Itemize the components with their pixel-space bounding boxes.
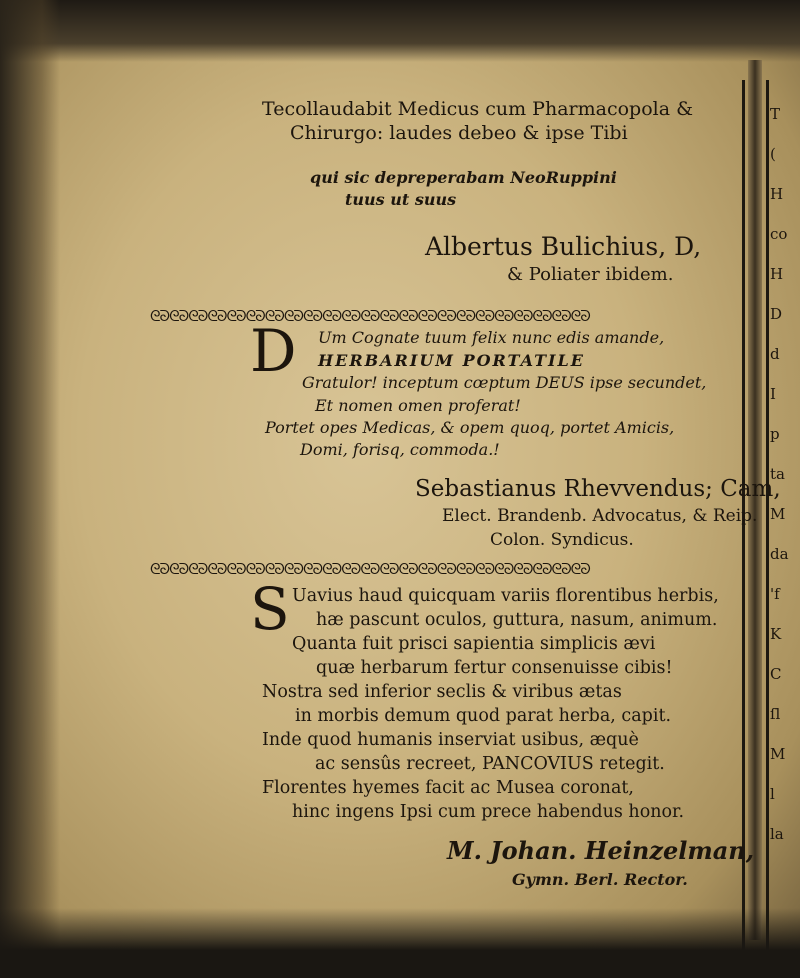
dedication-line-1: qui sic depreperabam NeoRuppini <box>310 168 617 187</box>
poem1-line: Et nomen omen proferat! <box>315 396 521 415</box>
poem1-line: Domi, forisq, commoda.! <box>300 440 500 459</box>
heading-line-1: Tecollaudabit Medicus cum Pharmacopola & <box>262 98 693 120</box>
next-page-fragment: D <box>770 305 783 323</box>
poem2-line: in morbis demum quod parat herba, capit. <box>295 706 672 726</box>
poem2-line: Florentes hyemes facit ac Musea coronat, <box>262 778 634 798</box>
next-page-fragment: M <box>770 745 786 763</box>
poem2-line: ac sensûs recreet, PANCOVIUS retegit. <box>315 754 665 774</box>
heading-line-2: Chirurgo: laudes debeo & ipse Tibi <box>290 122 628 144</box>
next-page-fragment: d <box>770 345 780 363</box>
next-page-fragment: C <box>770 665 782 683</box>
left-shadow <box>0 0 60 978</box>
next-page-fragment: I <box>770 385 776 403</box>
poem2-line: Nostra sed inferior seclis & viribus ætas <box>262 682 622 702</box>
poem2-line: quæ herbarum fertur consenuisse cibis! <box>316 658 673 678</box>
author2-title: Elect. Brandenb. Advocatus, & Reip. <box>442 506 758 526</box>
bottom-shadow <box>0 908 800 978</box>
ornament-divider-2: ᘓᘐᘓᘐᘓᘐᘓᘐᘓᘐᘓᘐᘓᘐᘓᘐᘓᘐᘓᘐᘓᘐᘓᘐᘓᘐᘓᘐᘓᘐᘓᘐᘓᘐᘓᘐᘓᘐᘓᘐᘓᘐᘓᘐᘓᘐ <box>150 560 590 578</box>
poem2-line: hæ pascunt oculos, guttura, nasum, animum. <box>316 610 718 630</box>
author3-name: M. Johan. Heinzelman, <box>447 836 755 865</box>
poem2-line: hinc ingens Ipsi cum prece habendus honor. <box>292 802 685 822</box>
dropcap-s: S <box>250 575 290 643</box>
poem1-line: Gratulor! inceptum cœptum DEUS ipse secundet, <box>302 373 707 392</box>
frame-line-right <box>766 80 769 960</box>
dedication-line-2: tuus ut suus <box>345 190 457 209</box>
next-page-fragment: ta <box>770 465 785 483</box>
poem2-line: Uavius haud quicquam variis florentibus herbis, <box>292 586 719 606</box>
poem2-line: Quanta fuit prisci sapientia simplicis ævi <box>292 634 656 654</box>
next-page-fragment: H <box>770 265 784 283</box>
author1-name: Albertus Bulichius, D, <box>425 232 702 261</box>
next-page-fragment: K <box>770 625 782 643</box>
next-page-fragment: l <box>770 785 775 803</box>
poem1-line: Um Cognate tuum felix nunc edis amande, <box>318 328 665 347</box>
next-page-fragment: M <box>770 505 786 523</box>
poem1-line: Portet opes Medicas, & opem quoq, portet Amicis, <box>265 418 675 437</box>
poem1-line: HERBARIUM PORTATILE <box>318 351 585 370</box>
poem2-line: Inde quod humanis inserviat usibus, æquè <box>262 730 639 750</box>
next-page-fragment: 'f <box>770 585 780 603</box>
next-page-fragment: ( <box>770 145 776 163</box>
dropcap-d: D <box>250 317 297 385</box>
next-page-fragment: co <box>770 225 788 243</box>
next-page-fragment: da <box>770 545 789 563</box>
author3-title: Gymn. Berl. Rector. <box>512 870 688 889</box>
next-page-fragment: p <box>770 425 780 443</box>
author2-name: Sebastianus Rhevvendus; Cam, <box>415 476 781 502</box>
next-page-fragment: T <box>770 105 781 123</box>
next-page-fragment: H <box>770 185 784 203</box>
next-page-fragment: ſl <box>770 705 781 723</box>
author2-office: Colon. Syndicus. <box>490 530 634 550</box>
author1-title: & Poliater ibidem. <box>507 264 674 285</box>
top-shadow <box>0 0 800 62</box>
ornament-divider-1: ᘓᘐᘓᘐᘓᘐᘓᘐᘓᘐᘓᘐᘓᘐᘓᘐᘓᘐᘓᘐᘓᘐᘓᘐᘓᘐᘓᘐᘓᘐᘓᘐᘓᘐᘓᘐᘓᘐᘓᘐᘓᘐᘓᘐᘓᘐ <box>150 307 590 325</box>
next-page-fragment: la <box>770 825 784 843</box>
